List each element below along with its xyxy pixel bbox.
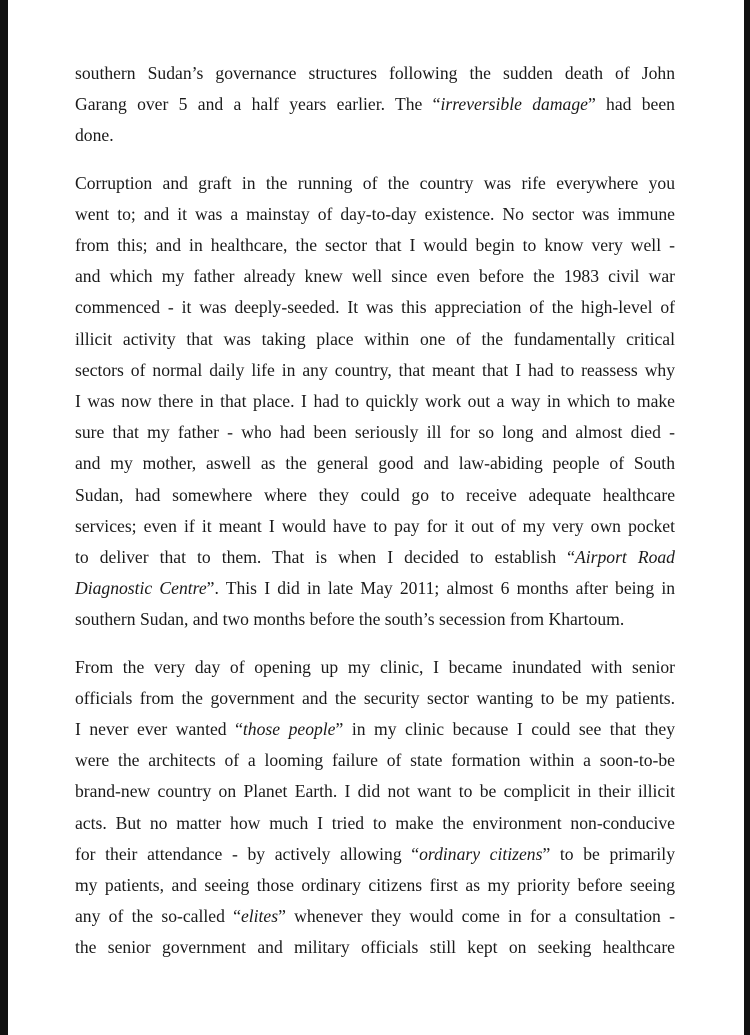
text-run: the senior government and military officials still kept on seeking healthcare	[75, 937, 675, 958]
text-line	[75, 542, 675, 573]
text-run: services; even if it meant I would have to pay for it out of my very own pocket	[75, 515, 675, 536]
text-line	[75, 714, 675, 745]
text-run: sure that my father - who had been seriously ill for so long and almost died -	[75, 422, 675, 443]
text-line	[75, 573, 675, 604]
text-run: commenced - it was deeply-seeded. It was this appreciation of the high-level of	[75, 297, 675, 318]
text-run: Garang over 5 and a half years earlier. The “	[75, 94, 441, 115]
text-line	[75, 120, 675, 151]
text-run: southern Sudan’s governance structures following the sudden death of John	[75, 63, 675, 83]
text-run: any of the so-called “	[75, 906, 241, 927]
text-run: From the very day of opening up my clinic, I became inundated with senior	[75, 656, 675, 677]
italic-phrase: Airport Road	[575, 547, 675, 568]
text-run: ”. This I did in late May 2011; almost 6 months after being in	[206, 578, 676, 599]
text-run: from this; and in healthcare, the sector that I would begin to know very well -	[75, 235, 675, 256]
text-run: I never ever wanted “	[75, 719, 243, 740]
text-run: ” whenever they would come in for a consultation -	[278, 906, 675, 927]
text-line	[75, 745, 675, 776]
text-line	[75, 58, 675, 89]
body-paragraph	[75, 58, 675, 152]
italic-phrase: elites	[240, 906, 279, 927]
text-run: acts. But no matter how much I tried to make the environment non-conducive	[75, 812, 675, 833]
text-run: for their attendance - by actively allowing “	[75, 843, 420, 864]
text-line	[75, 808, 675, 839]
text-line	[75, 386, 675, 417]
text-line	[75, 932, 675, 963]
text-line	[75, 480, 675, 511]
text-line	[75, 292, 675, 323]
text-run: I was now there in that place. I had to quickly work out a way in which to make	[75, 391, 675, 412]
text-line	[75, 776, 675, 807]
body-paragraph	[75, 652, 675, 964]
text-run: done.	[75, 125, 114, 146]
page-edge-right	[744, 0, 750, 1035]
text-line	[75, 324, 675, 355]
italic-phrase: those people	[242, 719, 336, 740]
text-run: to deliver that to them. That is when I decided to establish “	[75, 547, 575, 568]
text-run: sectors of normal daily life in any country, that meant that I had to reassess why	[75, 359, 675, 380]
text-line	[75, 870, 675, 901]
text-line	[75, 901, 675, 932]
text-line	[75, 652, 675, 683]
italic-phrase: Diagnostic Centre	[75, 578, 207, 599]
text-run: and my mother, aswell as the general good and law-abiding people of South	[75, 453, 675, 474]
text-run: and which my father already knew well since even before the 1983 civil war	[75, 266, 675, 287]
text-run: southern Sudan, and two months before the south’s secession from Khartoum.	[75, 609, 625, 630]
text-line	[75, 511, 675, 542]
text-line	[75, 168, 675, 199]
page-edge-left	[0, 0, 8, 1035]
text-run: officials from the government and the security sector wanting to be my patients.	[75, 687, 675, 708]
text-run: Corruption and graft in the running of the country was rife everywhere you	[75, 172, 675, 193]
text-run: Sudan, had somewhere where they could go to receive adequate healthcare	[75, 484, 675, 505]
italic-phrase: ordinary citizens	[419, 843, 543, 864]
text-line	[75, 355, 675, 386]
text-run: ” to be primarily	[542, 843, 675, 864]
text-line	[75, 261, 675, 292]
text-run: ” in my clinic because I could see that they	[335, 719, 676, 740]
text-line	[75, 89, 675, 120]
text-run: were the architects of a looming failure of state formation within a soon-to-be	[75, 750, 675, 771]
text-line	[75, 448, 675, 479]
text-run: brand-new country on Planet Earth. I did not want to be complicit in their illicit	[75, 781, 675, 802]
text-line	[75, 417, 675, 448]
body-paragraph	[75, 168, 675, 636]
text-line	[75, 230, 675, 261]
italic-phrase: irreversible damage	[440, 94, 588, 115]
document-page	[75, 58, 675, 980]
text-line	[75, 604, 675, 635]
text-run: went to; and it was a mainstay of day-to-day existence. No sector was immune	[75, 203, 675, 224]
text-line	[75, 839, 675, 870]
text-line	[75, 199, 675, 230]
text-run: illicit activity that was taking place within one of the fundamentally critical	[75, 328, 675, 349]
text-run: my patients, and seeing those ordinary citizens first as my priority before seeing	[75, 875, 675, 896]
text-line	[75, 683, 675, 714]
text-run: ” had been	[587, 94, 675, 115]
